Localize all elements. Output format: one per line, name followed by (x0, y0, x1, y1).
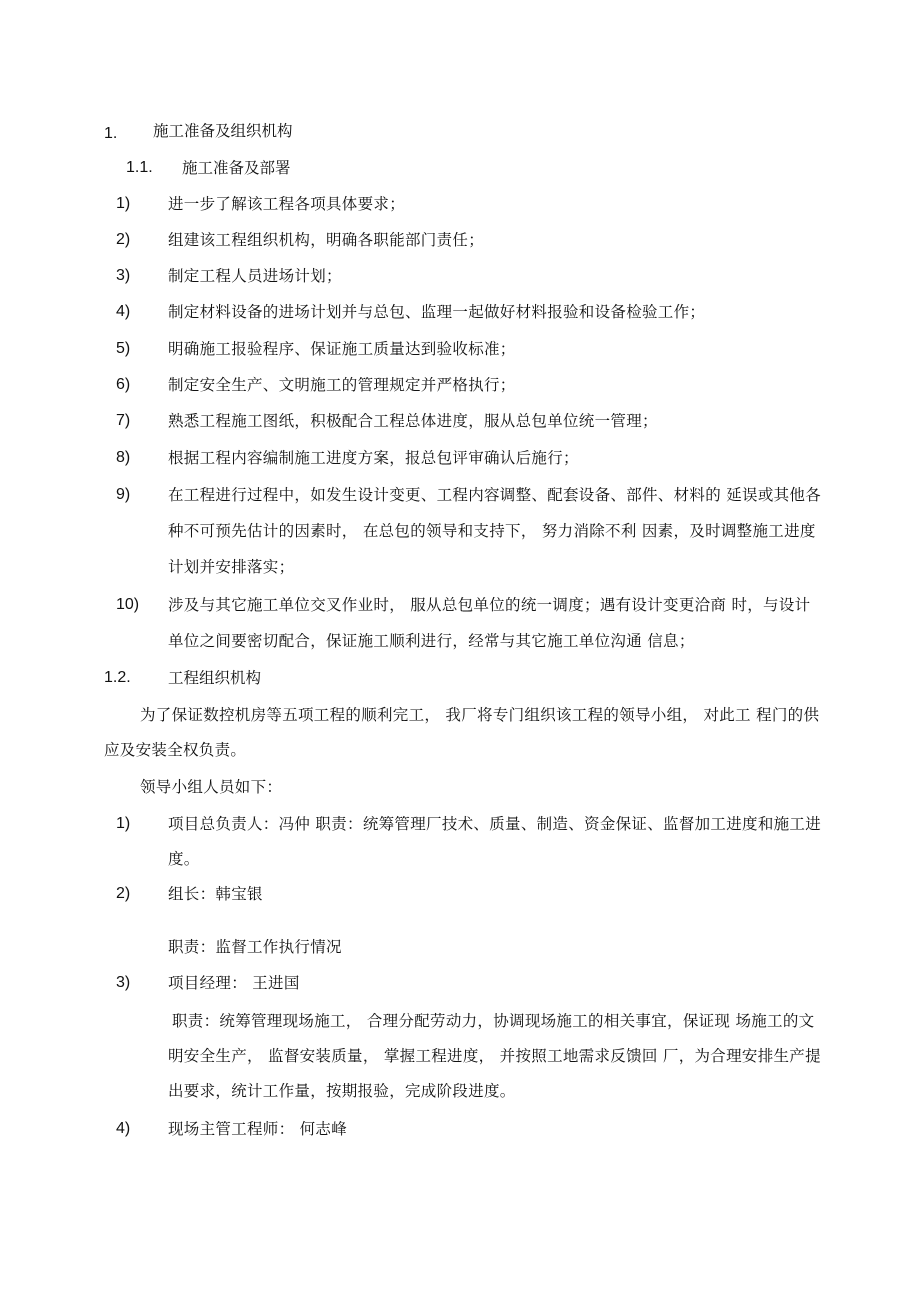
list-item-text: 涉及与其它施工单位交叉作业时， 服从总包单位的统一调度；遇有设计变更洽商 时，与设计 (168, 596, 811, 614)
list-item-text: 项目经理： 王进国 (168, 974, 300, 992)
list-item-text: 进一步了解该工程各项具体要求； (168, 195, 406, 213)
list-item-text: 制定工程人员进场计划； (168, 267, 342, 285)
member-duty: 明安全生产， 监督安装质量， 掌握工程进度， 并按照工地需求反馈回 厂，为合理安排生产提 (168, 1047, 821, 1065)
member-duty: 出要求，统计工作量，按期报验，完成阶段进度。 (168, 1082, 516, 1100)
list-item-number: 2) (116, 231, 131, 248)
paragraph-line: 为了保证数控机房等五项工程的顺利完工， 我厂将专门组织该工程的领导小组， 对此工 程门的供 (140, 706, 820, 724)
list-item-number: 5) (116, 340, 131, 357)
list-item-text: 种不可预先估计的因素时， 在总包的领导和支持下， 努力消除不利 因素，及时调整施工进度 (168, 522, 816, 540)
list-item-text: 单位之间要密切配合，保证施工顺利进行，经常与其它施工单位沟通 信息； (168, 632, 695, 650)
list-item-text: 制定安全生产、文明施工的管理规定并严格执行； (168, 376, 516, 394)
subsection-title: 工程组织机构 (168, 669, 262, 687)
section-number: 1. (104, 125, 118, 142)
list-item-number: 3) (116, 267, 131, 284)
list-item-number: 1) (116, 815, 131, 832)
list-item-number: 4) (116, 303, 131, 320)
member-duty: 职责：统筹管理现场施工， 合理分配劳动力，协调现场施工的相关事宜，保证现 场施工的文 (172, 1012, 815, 1030)
list-item-number: 2) (116, 885, 131, 902)
list-item-text: 在工程进行过程中，如发生设计变更、工程内容调整、配套设备、部件、材料的 延误或其他各 (168, 486, 822, 504)
list-item-text: 计划并安排落实； (168, 558, 295, 576)
list-item-text: 现场主管工程师： 何志峰 (168, 1120, 348, 1138)
list-item-text: 组长：韩宝银 (168, 885, 263, 903)
list-item-text: 组建该工程组织机构，明确各职能部门责任； (168, 231, 485, 249)
list-item-text: 根据工程内容编制施工进度方案，报总包评审确认后施行； (168, 449, 579, 467)
list-item-number: 9) (116, 486, 131, 503)
members-heading: 领导小组人员如下： (140, 778, 283, 796)
list-item-number: 4) (116, 1120, 131, 1137)
list-item-number: 3) (116, 974, 131, 991)
list-item-number: 7) (116, 412, 131, 429)
section-title: 施工准备及组织机构 (153, 122, 293, 140)
member-duty: 职责：监督工作执行情况 (168, 938, 342, 956)
list-item-text: 熟悉工程施工图纸，积极配合工程总体进度，服从总包单位统一管理； (168, 412, 658, 430)
list-item-text: 度。 (168, 850, 200, 868)
list-item-number: 10) (116, 596, 140, 613)
list-item-number: 8) (116, 449, 131, 466)
list-item-number: 6) (116, 376, 131, 393)
list-item-text: 项目总负责人：冯仲 职责：统筹管理厂技术、质量、制造、资金保证、监督加工进度和施工进 (168, 815, 822, 833)
subsection-number: 1.1. (126, 159, 153, 176)
list-item-text: 制定材料设备的进场计划并与总包、监理一起做好材料报验和设备检验工作； (168, 303, 706, 321)
list-item-text: 明确施工报验程序、保证施工质量达到验收标准； (168, 340, 516, 358)
list-item-number: 1) (116, 195, 131, 212)
paragraph-line: 应及安装全权负责。 (104, 741, 247, 759)
subsection-title: 施工准备及部署 (182, 159, 291, 177)
subsection-number: 1.2. (104, 669, 131, 686)
